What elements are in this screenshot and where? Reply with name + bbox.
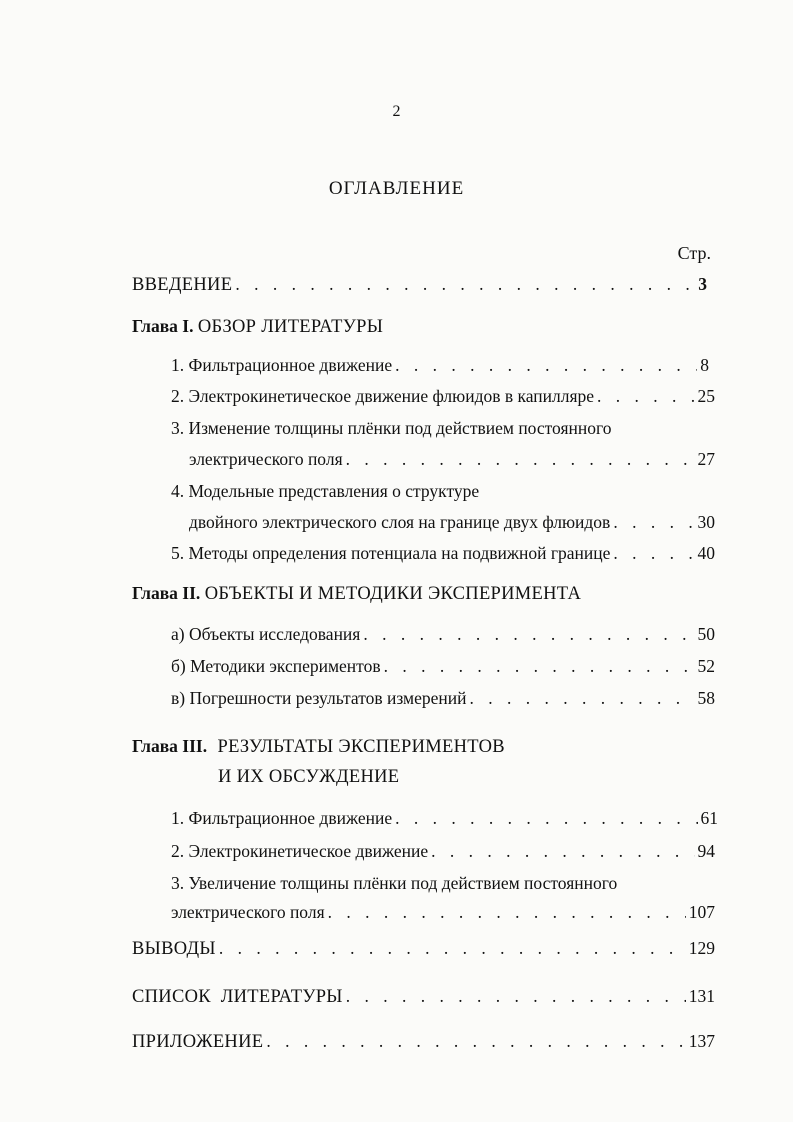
- toc-entry-text: а) Объекты исследования: [171, 624, 361, 644]
- toc-entry-page: 40: [697, 543, 715, 563]
- toc-entry-text: ВВЕДЕНИЕ: [132, 275, 233, 295]
- toc-entry[interactable]: [171, 543, 715, 564]
- chapter-title: РЕЗУЛЬТАТЫ ЭКСПЕРИМЕНТОВ: [217, 737, 505, 757]
- toc-dot-leader: [395, 355, 697, 376]
- toc-entry-text: электрического поля: [171, 902, 325, 922]
- toc-entry[interactable]: [189, 512, 715, 533]
- chapter-2-heading[interactable]: [132, 583, 581, 605]
- toc-entry-intro[interactable]: [132, 274, 707, 296]
- toc-entry-page: 94: [697, 841, 715, 861]
- toc-entry-references[interactable]: [132, 986, 715, 1008]
- toc-entry-text: ПРИЛОЖЕНИЕ: [132, 1032, 264, 1052]
- toc-entry-appendix[interactable]: [132, 1031, 715, 1053]
- toc-entry-page: 107: [688, 902, 715, 922]
- toc-dot-leader: [346, 449, 695, 470]
- toc-entry-text: в) Погрешности результатов измерений: [171, 688, 467, 708]
- toc-dot-leader: [597, 386, 694, 407]
- toc-dot-leader: [613, 512, 694, 533]
- toc-entry-page: 137: [688, 1031, 715, 1051]
- toc-entry-text: двойного электрического слоя на границе двух флюидов: [189, 512, 611, 532]
- toc-entry-text: 2. Электрокинетическое движение: [171, 841, 429, 861]
- toc-entry-page: 3: [698, 274, 707, 294]
- toc-entry-page: 131: [688, 986, 715, 1006]
- page-column-label: Стр.: [677, 243, 711, 263]
- chapter-3-heading[interactable]: [132, 736, 505, 758]
- toc-entry-text: СПИСОК ЛИТЕРАТУРЫ: [132, 987, 343, 1007]
- toc-entry-text: ВЫВОДЫ: [132, 939, 216, 959]
- toc-dot-leader: [328, 902, 686, 923]
- toc-entry-line1: 4. Модельные представления о структуре: [171, 481, 480, 501]
- page-number: 2: [392, 103, 401, 120]
- toc-entry-text: электрического поля: [189, 449, 343, 469]
- toc-entry-page: 50: [697, 624, 715, 644]
- toc-dot-leader: [346, 986, 686, 1007]
- toc-dot-leader: [235, 274, 695, 295]
- toc-entry-line1: 3. Увеличение толщины плёнки под действием постоянного: [171, 873, 618, 893]
- toc-entry[interactable]: [171, 355, 709, 376]
- toc-entry-page: 58: [697, 688, 715, 708]
- toc-entry-page: 25: [697, 386, 715, 406]
- toc-entry-text: 5. Методы определения потенциала на подвижной границе: [171, 543, 611, 563]
- chapter-1-heading[interactable]: [132, 316, 383, 338]
- toc-entry[interactable]: [171, 902, 715, 923]
- toc-entry-line1: 3. Изменение толщины плёнки под действием постоянного: [171, 418, 612, 438]
- chapter-title: ОБЪЕКТЫ И МЕТОДИКИ ЭКСПЕРИМЕНТА: [204, 584, 582, 604]
- toc-entry[interactable]: [171, 386, 715, 407]
- chapter-title-line2: И ИХ ОБСУЖДЕНИЕ: [218, 767, 400, 787]
- toc-entry[interactable]: [171, 688, 715, 709]
- toc-dot-leader: [613, 543, 694, 564]
- toc-dot-leader: [363, 624, 694, 645]
- toc-entry-conclusions[interactable]: [132, 938, 715, 960]
- chapter-prefix: Глава I.: [132, 316, 194, 336]
- toc-entry-page: 129: [688, 938, 715, 958]
- toc-entry-text: 1. Фильтрационное движение: [171, 808, 393, 828]
- toc-dot-leader: [431, 841, 694, 862]
- toc-entry-text: 1. Фильтрационное движение: [171, 355, 393, 375]
- toc-entry[interactable]: [189, 449, 715, 470]
- toc-entry[interactable]: [171, 841, 715, 862]
- toc-dot-leader: [395, 808, 697, 829]
- toc-entry[interactable]: [171, 624, 715, 645]
- toc-entry[interactable]: [171, 808, 718, 829]
- page-title: ОГЛАВЛЕНИЕ: [328, 178, 465, 199]
- toc-entry-text: 2. Электрокинетическое движение флюидов в капилляре: [171, 386, 595, 406]
- toc-dot-leader: [219, 938, 686, 959]
- chapter-prefix: Глава III.: [132, 736, 208, 756]
- chapter-prefix: Глава II.: [132, 583, 201, 603]
- toc-entry-text: б) Методики экспериментов: [171, 656, 381, 676]
- toc-entry-page: 8: [700, 355, 709, 375]
- toc-entry-page: 61: [700, 808, 718, 828]
- toc-entry-page: 27: [697, 449, 715, 469]
- toc-dot-leader: [470, 688, 695, 709]
- toc-dot-leader: [266, 1031, 685, 1052]
- toc-dot-leader: [384, 656, 695, 677]
- chapter-title: ОБЗОР ЛИТЕРАТУРЫ: [197, 317, 384, 337]
- toc-entry[interactable]: [171, 656, 715, 677]
- toc-entry-page: 52: [697, 656, 715, 676]
- toc-entry-page: 30: [697, 512, 715, 532]
